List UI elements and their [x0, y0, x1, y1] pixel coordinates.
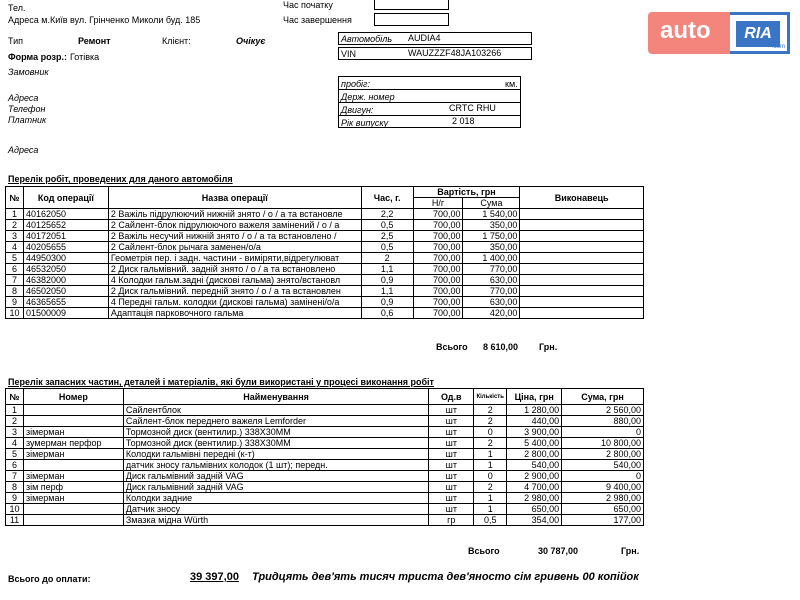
works-cell-no: 4 [6, 242, 24, 253]
parts-row [6, 438, 644, 449]
parts-total-value: 30 787,00 [538, 546, 579, 556]
works-header-cost: Вартість, грн [413, 187, 520, 198]
works-cell-executor [520, 264, 644, 275]
works-row [6, 297, 644, 308]
parts-cell-price: 2 900,00 [507, 471, 562, 482]
parts-cell-qty: 1 [474, 449, 507, 460]
works-cell-no: 2 [6, 220, 24, 231]
parts-cell-unit: шт [429, 405, 474, 416]
parts-cell-no: 7 [6, 471, 24, 482]
works-cell-name: 2 Диск гальмівний. передній знято / о / а та встановлен [108, 286, 361, 297]
works-cell-executor [520, 242, 644, 253]
parts-total-currency: Грн. [621, 546, 640, 556]
engine-label: Двигун: [341, 105, 374, 115]
logo-ria-text: RIA [736, 21, 780, 47]
works-cell-sum: 420,00 [463, 308, 520, 319]
works-cell-rate: 700,00 [413, 253, 463, 264]
works-cell-hours: 0,6 [361, 308, 413, 319]
parts-cell-sum: 10 800,00 [562, 438, 644, 449]
works-cell-name: 4 Колодки гальм.задні (дискові гальма) знято/встановл [108, 275, 361, 286]
start-time-field [374, 0, 449, 10]
works-row [6, 275, 644, 286]
works-header-hours: Час, г. [361, 187, 413, 209]
parts-cell-number [23, 460, 123, 471]
vin-label: VIN [341, 49, 357, 59]
works-header-code: Код операції [23, 187, 108, 209]
works-cell-rate: 700,00 [413, 264, 463, 275]
parts-row [6, 449, 644, 460]
works-cell-hours: 2,5 [361, 231, 413, 242]
works-cell-sum: 770,00 [463, 286, 520, 297]
parts-cell-qty: 1 [474, 460, 507, 471]
engine-value: CRTC RHU [449, 103, 496, 113]
works-header-sum: Сума [463, 198, 520, 209]
parts-header-name: Найменування [123, 389, 428, 405]
mileage-label: пробіг: [341, 79, 370, 89]
parts-row [6, 416, 644, 427]
parts-cell-unit: шт [429, 482, 474, 493]
works-cell-no: 9 [6, 297, 24, 308]
works-total-label: Всього [436, 342, 468, 352]
works-cell-name: 2 Важіль підрулюючий нижній знято / о / а та встановле [108, 209, 361, 220]
payer-label: Платник [8, 115, 47, 125]
parts-cell-sum: 2 800,00 [562, 449, 644, 460]
works-cell-sum: 350,00 [463, 220, 520, 231]
parts-cell-price: 4 700,00 [507, 482, 562, 493]
parts-cell-sum: 0 [562, 471, 644, 482]
works-cell-rate: 700,00 [413, 286, 463, 297]
phone-label: Телефон [8, 104, 46, 114]
works-total-value: 8 610,00 [483, 342, 519, 352]
parts-cell-no: 6 [6, 460, 24, 471]
works-cell-executor [520, 286, 644, 297]
works-cell-no: 10 [6, 308, 24, 319]
parts-cell-no: 4 [6, 438, 24, 449]
works-cell-sum: 770,00 [463, 264, 520, 275]
parts-cell-unit: шт [429, 449, 474, 460]
parts-header-price: Ціна, грн [507, 389, 562, 405]
parts-cell-sum: 2 980,00 [562, 493, 644, 504]
parts-cell-unit: шт [429, 427, 474, 438]
parts-cell-name: Датчик зносу [123, 504, 428, 515]
works-cell-name: 2 Сайлент-блок підрулюючого важеля замінений / о / а [108, 220, 361, 231]
works-cell-name: 2 Важіль несучий нижній знято / о / а та встановлено / [108, 231, 361, 242]
works-row [6, 286, 644, 297]
parts-cell-number [23, 504, 123, 515]
works-cell-executor [520, 231, 644, 242]
plate-label: Держ. номер [341, 92, 395, 102]
parts-cell-no: 5 [6, 449, 24, 460]
parts-cell-qty: 1 [474, 504, 507, 515]
works-row [6, 242, 644, 253]
works-cell-code: 44950300 [23, 253, 108, 264]
parts-cell-unit: гр [429, 515, 474, 526]
parts-cell-sum: 880,00 [562, 416, 644, 427]
parts-row [6, 460, 644, 471]
works-cell-sum: 630,00 [463, 297, 520, 308]
works-cell-rate: 700,00 [413, 209, 463, 220]
works-cell-sum: 1 400,00 [463, 253, 520, 264]
parts-cell-price: 650,00 [507, 504, 562, 515]
works-row [6, 209, 644, 220]
parts-cell-unit: шт [429, 493, 474, 504]
autoria-logo [648, 12, 790, 54]
works-cell-hours: 1,1 [361, 264, 413, 275]
parts-row [6, 493, 644, 504]
parts-cell-qty: 2 [474, 438, 507, 449]
works-cell-name: 2 Сайлент-блок рычага заменен/о/а [108, 242, 361, 253]
parts-cell-qty: 2 [474, 416, 507, 427]
works-cell-rate: 700,00 [413, 275, 463, 286]
parts-table [5, 388, 644, 526]
payment-label: Форма розр.: [8, 52, 67, 62]
parts-cell-sum: 650,00 [562, 504, 644, 515]
works-cell-code: 40172051 [23, 231, 108, 242]
works-total-currency: Грн. [539, 342, 558, 352]
works-cell-no: 7 [6, 275, 24, 286]
parts-cell-name: Сайлент-блок переднего важеля Lemforder [123, 416, 428, 427]
parts-cell-unit: шт [429, 504, 474, 515]
car-label: Автомобіль [341, 34, 393, 44]
parts-cell-qty: 0,5 [474, 515, 507, 526]
works-row [6, 264, 644, 275]
parts-header-number: Номер [23, 389, 123, 405]
parts-cell-name: датчик зносу гальмівних колодок (1 шт); передн. [123, 460, 428, 471]
works-cell-rate: 700,00 [413, 308, 463, 319]
parts-cell-price: 5 400,00 [507, 438, 562, 449]
parts-cell-no: 10 [6, 504, 24, 515]
parts-row [6, 405, 644, 416]
works-cell-executor [520, 275, 644, 286]
works-cell-executor [520, 297, 644, 308]
parts-cell-name: Сайлентблок [123, 405, 428, 416]
parts-cell-unit: шт [429, 460, 474, 471]
parts-cell-qty: 0 [474, 427, 507, 438]
parts-cell-no: 11 [6, 515, 24, 526]
parts-cell-unit: шт [429, 416, 474, 427]
parts-row [6, 504, 644, 515]
works-cell-code: 40162050 [23, 209, 108, 220]
parts-cell-name: Колодки задние [123, 493, 428, 504]
parts-cell-sum: 540,00 [562, 460, 644, 471]
parts-cell-number [23, 416, 123, 427]
parts-cell-name: Тормозной диск (вентилир.) 338Х30ММ [123, 438, 428, 449]
works-cell-no: 8 [6, 286, 24, 297]
parts-cell-name: Змазка мідна Würth [123, 515, 428, 526]
works-header-no: № [6, 187, 24, 209]
parts-cell-price: 3 900,00 [507, 427, 562, 438]
year-label: Рік випуску [341, 118, 389, 128]
parts-cell-no: 2 [6, 416, 24, 427]
car-value: AUDIA4 [408, 33, 441, 43]
year-value: 2 018 [452, 116, 475, 126]
works-cell-code: 46365655 [23, 297, 108, 308]
works-cell-no: 1 [6, 209, 24, 220]
works-header-name: Назва операції [108, 187, 361, 209]
parts-header-sum: Сума, грн [562, 389, 644, 405]
parts-cell-price: 540,00 [507, 460, 562, 471]
parts-cell-number: зімерман [23, 471, 123, 482]
works-cell-name: Геометрія пер. і задн. частини - виміряти,відрегулюват [108, 253, 361, 264]
customer-label: Замовник [8, 67, 49, 77]
works-row [6, 308, 644, 319]
parts-cell-name: Диск гальмівний задній VAG [123, 471, 428, 482]
parts-cell-number [23, 405, 123, 416]
works-cell-code: 46382000 [23, 275, 108, 286]
parts-cell-no: 8 [6, 482, 24, 493]
grand-total-label: Всього до оплати: [8, 574, 91, 584]
parts-cell-qty: 1 [474, 493, 507, 504]
parts-cell-no: 9 [6, 493, 24, 504]
workshop-address: Адреса м.Київ вул. Грінченко Миколи буд. 185 [8, 15, 201, 25]
parts-cell-unit: шт [429, 438, 474, 449]
mileage-unit: км. [505, 79, 518, 89]
parts-cell-number [23, 515, 123, 526]
works-cell-sum: 1 540,00 [463, 209, 520, 220]
parts-cell-price: 2 980,00 [507, 493, 562, 504]
parts-cell-price: 1 280,00 [507, 405, 562, 416]
works-cell-sum: 350,00 [463, 242, 520, 253]
works-cell-hours: 0,9 [361, 297, 413, 308]
grand-total-amount: 39 397,00 [190, 571, 239, 583]
works-cell-executor [520, 308, 644, 319]
tel-label: Тел. [8, 3, 26, 13]
works-cell-no: 5 [6, 253, 24, 264]
works-cell-hours: 2 [361, 253, 413, 264]
works-cell-hours: 0,9 [361, 275, 413, 286]
works-cell-code: 46532050 [23, 264, 108, 275]
works-cell-rate: 700,00 [413, 242, 463, 253]
works-header-rate: Н/г [413, 198, 463, 209]
parts-row [6, 515, 644, 526]
parts-row [6, 482, 644, 493]
parts-cell-number: зімерман [23, 449, 123, 460]
works-cell-sum: 1 750,00 [463, 231, 520, 242]
works-cell-code: 40205655 [23, 242, 108, 253]
parts-header-qty: Кількість [474, 389, 507, 405]
works-cell-hours: 1,1 [361, 286, 413, 297]
works-cell-hours: 0,5 [361, 220, 413, 231]
works-cell-rate: 700,00 [413, 231, 463, 242]
parts-cell-no: 3 [6, 427, 24, 438]
works-row [6, 253, 644, 264]
works-table [5, 186, 644, 319]
parts-cell-number: зімерман [23, 427, 123, 438]
works-cell-sum: 630,00 [463, 275, 520, 286]
works-cell-code: 01500009 [23, 308, 108, 319]
works-cell-name: 4 Передні гальм. колодки (дискові гальма) замінені/о/а [108, 297, 361, 308]
parts-header-unit: Од.в [429, 389, 474, 405]
end-time-field [374, 13, 449, 26]
start-time-label: Час початку [283, 0, 333, 10]
works-cell-code: 40125652 [23, 220, 108, 231]
parts-cell-no: 1 [6, 405, 24, 416]
parts-cell-price: 440,00 [507, 416, 562, 427]
parts-cell-qty: 2 [474, 482, 507, 493]
parts-cell-price: 354,00 [507, 515, 562, 526]
type-label: Тип [8, 36, 24, 46]
parts-cell-name: Диск гальмівний задній VAG [123, 482, 428, 493]
works-cell-rate: 700,00 [413, 297, 463, 308]
works-header-executor: Виконавець [520, 187, 644, 209]
parts-row [6, 427, 644, 438]
parts-header-no: № [6, 389, 24, 405]
parts-cell-qty: 0 [474, 471, 507, 482]
works-row [6, 231, 644, 242]
parts-cell-sum: 9 400,00 [562, 482, 644, 493]
works-cell-name: 2 Диск гальмівний. задній знято / о / а та встановлено [108, 264, 361, 275]
logo-com-text: .com [771, 44, 785, 50]
works-cell-code: 46502050 [23, 286, 108, 297]
parts-row [6, 471, 644, 482]
parts-cell-name: Тормозной диск (вентилир.) 338Х30ММ [123, 427, 428, 438]
type-value: Ремонт [78, 36, 111, 46]
works-cell-rate: 700,00 [413, 220, 463, 231]
address-label: Адреса [8, 93, 39, 103]
parts-cell-unit: шт [429, 471, 474, 482]
works-row [6, 220, 644, 231]
works-cell-executor [520, 209, 644, 220]
grand-total-words: Тридцять дев'ять тисяч триста дев'яносто сім гривень 00 копійок [252, 571, 639, 583]
works-cell-hours: 2,2 [361, 209, 413, 220]
works-cell-executor [520, 220, 644, 231]
parts-cell-qty: 2 [474, 405, 507, 416]
client-label: Клієнт: [162, 36, 191, 46]
parts-title: Перелік запасних частин, деталей і матеріалів, які були використані у процесі виконання робіт [8, 377, 434, 387]
parts-cell-number: зімерман [23, 493, 123, 504]
parts-cell-name: Колодки гальмівні передні (к-т) [123, 449, 428, 460]
payer-address-label: Адреса [8, 145, 39, 155]
client-value: Очікує [236, 36, 266, 46]
parts-cell-sum: 0 [562, 427, 644, 438]
end-time-label: Час завершення [283, 15, 352, 25]
parts-cell-sum: 177,00 [562, 515, 644, 526]
works-cell-no: 3 [6, 231, 24, 242]
parts-cell-price: 2 800,00 [507, 449, 562, 460]
works-cell-executor [520, 253, 644, 264]
works-title: Перелік робіт, проведених для даного автомобіля [8, 174, 233, 184]
parts-cell-sum: 2 560,00 [562, 405, 644, 416]
vin-value: WAUZZZF48JA103266 [408, 48, 502, 58]
works-cell-hours: 0,5 [361, 242, 413, 253]
works-cell-no: 6 [6, 264, 24, 275]
works-cell-name: Адаптація парковочного гальма [108, 308, 361, 319]
parts-cell-number: зумерман перфор [23, 438, 123, 449]
payment-value: Готівка [70, 52, 100, 62]
parts-cell-number: зім перф [23, 482, 123, 493]
logo-auto-text: auto [648, 12, 730, 54]
parts-total-label: Всього [468, 546, 500, 556]
